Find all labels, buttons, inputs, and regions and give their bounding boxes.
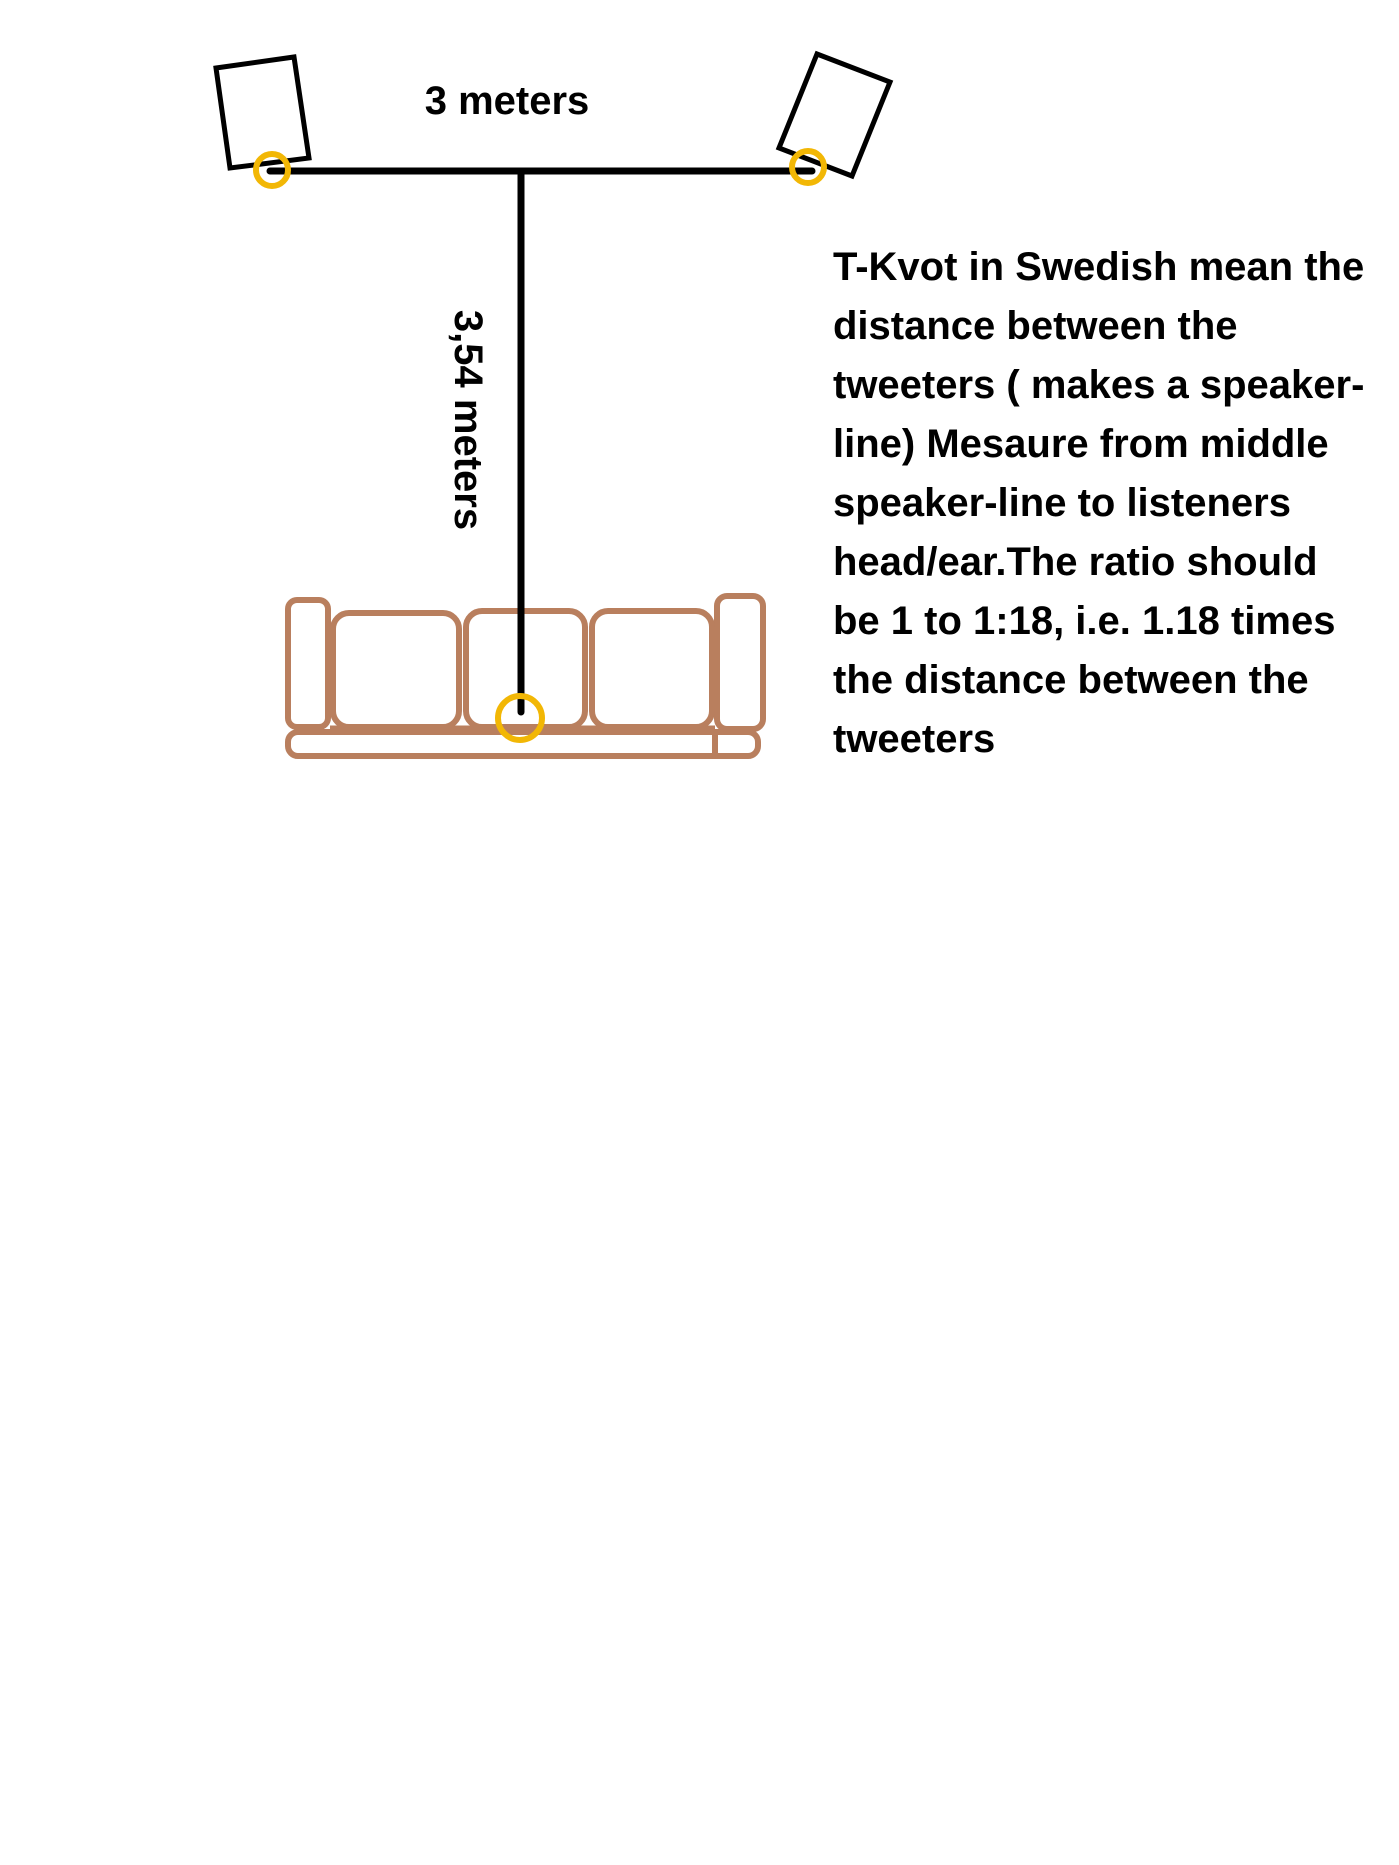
width-label: 3 meters — [424, 79, 590, 123]
depth-label: 3,54 meters — [446, 309, 490, 531]
right-tweeter-marker-icon — [792, 151, 824, 183]
sofa-icon — [288, 596, 763, 756]
description-text: T-Kvot in Swedish mean the distance between the tweeters ( makes a speaker- line) Mesaure from middle speaker-line to listeners head/ear.The ratio should be 1 to 1:18, i.e. 1.18 times the distance between the tweeters — [833, 245, 1365, 761]
left-speaker-icon — [216, 57, 309, 168]
